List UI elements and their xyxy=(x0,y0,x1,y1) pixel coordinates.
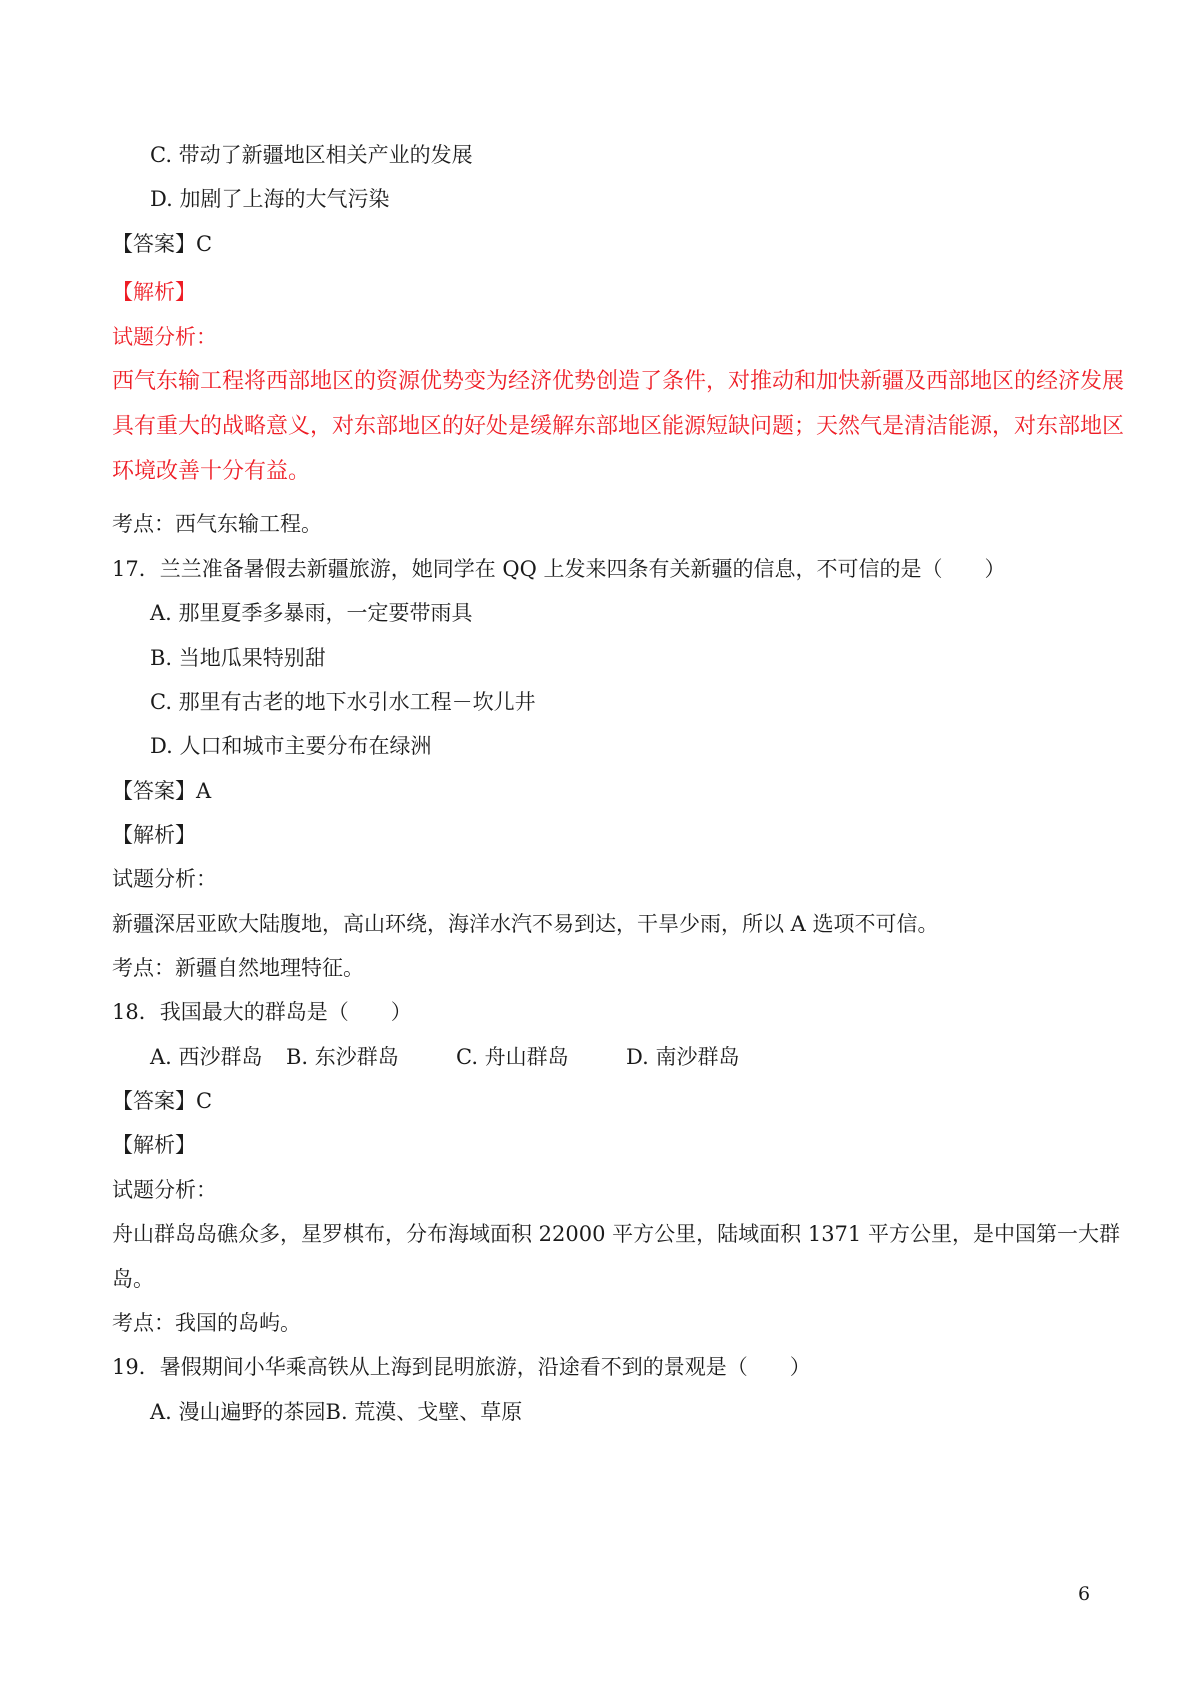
q17-key-point: 考点：新疆自然地理特征。 xyxy=(112,956,364,980)
q18-analysis-heading: 【解析】 xyxy=(112,1133,196,1157)
q18-option-a: A. 西沙群岛 xyxy=(150,1045,263,1069)
q17-option-b: B. 当地瓜果特别甜 xyxy=(150,646,326,670)
q18-option-c: C. 舟山群岛 xyxy=(456,1045,569,1069)
q18-key-point: 考点：我国的岛屿。 xyxy=(112,1311,301,1335)
page-number: 6 xyxy=(1078,1583,1091,1605)
q17-analysis-heading: 【解析】 xyxy=(112,823,196,847)
q18-answer: 【答案】C xyxy=(112,1089,213,1113)
q18-stem: 18．我国最大的群岛是（ ） xyxy=(112,1000,412,1024)
q16-analysis-label: 试题分析： xyxy=(112,325,217,349)
q19-option-b: B. 荒漠、戈壁、草原 xyxy=(325,1400,523,1424)
q18-option-d: D. 南沙群岛 xyxy=(626,1045,740,1069)
q17-option-a: A. 那里夏季多暴雨，一定要带雨具 xyxy=(150,601,473,625)
q17-analysis-label: 试题分析： xyxy=(112,867,217,891)
q18-analysis-label: 试题分析： xyxy=(112,1178,217,1202)
q17-stem: 17．兰兰准备暑假去新疆旅游，她同学在 QQ 上发来四条有关新疆的信息，不可信的是（ ） xyxy=(112,557,1006,581)
q16-key-point: 考点：西气东输工程。 xyxy=(112,512,322,536)
q17-option-d: D. 人口和城市主要分布在绿洲 xyxy=(150,734,432,758)
q18-analysis-line-2: 岛。 xyxy=(112,1267,154,1291)
q16-analysis-line-3: 环境改善十分有益。 xyxy=(112,459,311,484)
q18-option-b: B. 东沙群岛 xyxy=(286,1045,399,1069)
q19-stem: 19．暑假期间小华乘高铁从上海到昆明旅游，沿途看不到的景观是（ ） xyxy=(112,1355,811,1379)
q19-option-a: A. 漫山遍野的茶园 xyxy=(150,1400,326,1424)
q17-option-c: C. 那里有古老的地下水引水工程－坎儿井 xyxy=(150,690,536,714)
q16-option-c: C. 带动了新疆地区相关产业的发展 xyxy=(150,143,473,167)
q16-analysis-line-1: 西气东输工程将西部地区的资源优势变为经济优势创造了条件，对推动和加快新疆及西部地区的经济发展 xyxy=(112,369,1125,394)
q18-analysis-line-1: 舟山群岛岛礁众多，星罗棋布，分布海域面积 22000 平方公里，陆域面积 1371 平方公里，是中国第一大群 xyxy=(112,1222,1120,1246)
q16-analysis-line-2: 具有重大的战略意义，对东部地区的好处是缓解东部地区能源短缺问题；天然气是清洁能源，对东部地区 xyxy=(112,414,1125,439)
q17-answer: 【答案】A xyxy=(112,779,212,803)
q19-options xyxy=(150,1397,522,1427)
q16-answer: 【答案】C xyxy=(112,232,213,256)
q17-analysis: 新疆深居亚欧大陆腹地，高山环绕，海洋水汽不易到达，干旱少雨，所以 A 选项不可信。 xyxy=(112,912,939,936)
q16-analysis-heading: 【解析】 xyxy=(112,280,196,304)
q16-option-d: D. 加剧了上海的大气污染 xyxy=(150,187,390,211)
q18-options xyxy=(150,1042,739,1072)
